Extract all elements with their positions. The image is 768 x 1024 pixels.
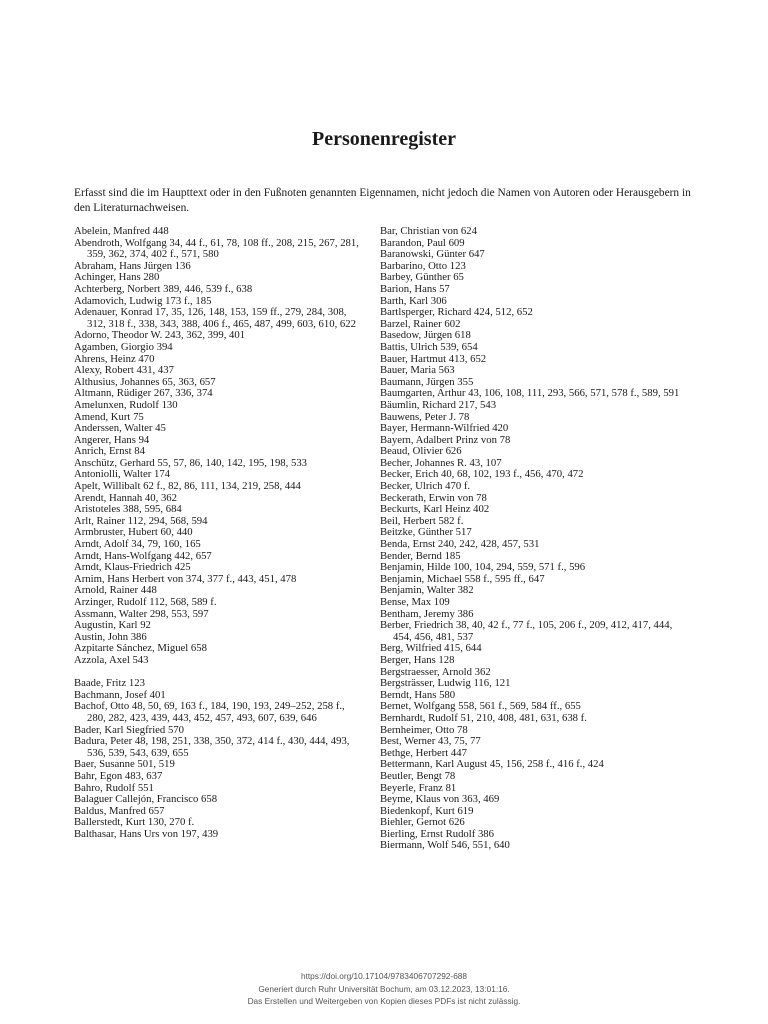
index-entry: Bernet, Wolfgang 558, 561 f., 569, 584 ff., 655: [380, 700, 581, 713]
index-entry: Althusius, Johannes 65, 363, 657: [74, 375, 216, 388]
index-entry: Best, Werner 43, 75, 77: [380, 735, 481, 748]
index-entry: Baer, Susanne 501, 519: [74, 758, 175, 771]
index-entry: Bierling, Ernst Rudolf 386: [380, 827, 494, 840]
index-entry: Beutler, Bengt 78: [380, 769, 456, 782]
index-entry: Achinger, Hans 280: [74, 271, 160, 284]
index-entry: Abendroth, Wolfgang 34, 44 f., 61, 78, 108 ff., 208, 215, 267, 281, 359, 362, 374, 402 f., 571, 580: [74, 236, 359, 261]
index-entry: Alexy, Robert 431, 437: [74, 364, 174, 377]
index-entry: Barion, Hans 57: [380, 282, 450, 295]
pdf-footer: [0, 970, 768, 1008]
index-entry: Bahro, Rudolf 551: [74, 781, 154, 794]
index-entry: Benjamin, Michael 558 f., 595 ff., 647: [380, 572, 545, 585]
index-entry: Bäumlin, Richard 217, 543: [380, 398, 497, 411]
index-entry: Abelein, Manfred 448: [74, 225, 169, 237]
index-entry: Berg, Wilfried 415, 644: [380, 642, 482, 655]
index-entry: Bachof, Otto 48, 50, 69, 163 f., 184, 190, 193, 249–252, 258 f., 280, 282, 423, 439, 443, 452, 457, 493, 607, 639, 646: [74, 700, 345, 724]
index-entry: Ahrens, Heinz 470: [74, 352, 155, 365]
index-entry: Bender, Bernd 185: [380, 549, 461, 562]
index-entry: Arndt, Hans-Wolfgang 442, 657: [74, 549, 212, 562]
index-entry: Becher, Johannes R. 43, 107: [380, 456, 502, 469]
index-entry: Bergstraesser, Arnold 362: [380, 665, 491, 678]
index-entry: Beyerle, Franz 81: [380, 781, 457, 794]
index-entry: Beil, Herbert 582 f.: [380, 514, 464, 527]
index-entry: Becker, Ulrich 470 f.: [380, 480, 471, 493]
index-entry: Amelunxen, Rudolf 130: [74, 398, 178, 411]
index-entry: Arndt, Adolf 34, 79, 160, 165: [74, 538, 201, 551]
index-entry: Beitzke, Günther 517: [380, 526, 472, 539]
index-entry: Bayer, Hermann-Wilfried 420: [380, 422, 509, 435]
index-entry: Antoniolli, Walter 174: [74, 468, 171, 481]
page-title: Personenregister: [311, 128, 457, 150]
index-column-left: [74, 226, 364, 840]
index-entry: Adorno, Theodor W. 243, 362, 399, 401: [74, 329, 246, 342]
index-entry: Biermann, Wolf 546, 551, 640: [380, 839, 510, 852]
index-entry: Badura, Peter 48, 198, 251, 338, 350, 372, 414 f., 430, 444, 493, 536, 539, 543, 639, 655: [74, 735, 350, 759]
index-entry: Bar, Christian von 624: [380, 225, 477, 237]
index-entry: Abraham, Hans Jürgen 136: [74, 259, 191, 272]
index-entry: Barbarino, Otto 123: [380, 259, 466, 272]
index-entry: Baldus, Manfred 657: [74, 804, 165, 817]
generated-note: Generiert durch Ruhr Universität Bochum, am 03.12.2023, 13:01:16.: [258, 983, 510, 994]
index-entry: Biedenkopf, Kurt 619: [380, 804, 474, 817]
index-entry: Ballerstedt, Kurt 130, 270 f.: [74, 816, 195, 829]
index-entry: Bernhardt, Rudolf 51, 210, 408, 481, 631, 638 f.: [380, 711, 587, 724]
index-entry: Augustin, Karl 92: [74, 619, 151, 632]
index-entry: Adenauer, Konrad 17, 35, 126, 148, 153, 159 ff., 279, 284, 308, 312, 318 f., 338, 343, 388, 406 f., 465, 487, 499, 603, 610, 622: [74, 306, 356, 330]
index-entry: Bethge, Herbert 447: [380, 746, 467, 759]
index-entry: Becker, Erich 40, 68, 102, 193 f., 456, 470, 472: [380, 468, 584, 481]
index-entry: Benda, Ernst 240, 242, 428, 457, 531: [380, 538, 540, 551]
index-entry: Achterberg, Norbert 389, 446, 539 f., 638: [74, 282, 253, 295]
index-entry: Barbey, Günther 65: [380, 271, 464, 284]
index-entry: Arnold, Rainer 448: [74, 584, 157, 597]
index-entry: Angerer, Hans 94: [74, 433, 150, 446]
index-entry: Benjamin, Hilde 100, 104, 294, 559, 571 f., 596: [380, 561, 586, 574]
index-entry: Anderssen, Walter 45: [74, 422, 166, 435]
index-entry: Bettermann, Karl August 45, 156, 258 f., 416 f., 424: [380, 758, 604, 771]
index-entry: Basedow, Jürgen 618: [380, 329, 471, 342]
index-entry: Berber, Friedrich 38, 40, 42 f., 77 f., 105, 206 f., 209, 412, 417, 444, 454, 456, 481, 537: [380, 619, 673, 643]
index-entry: Agamben, Giorgio 394: [74, 340, 173, 353]
index-entry: Baumann, Jürgen 355: [380, 375, 474, 388]
index-entry: Beckerath, Erwin von 78: [380, 491, 487, 504]
index-entry: Beaud, Olivier 626: [380, 445, 462, 458]
index-entry: Aristoteles 388, 595, 684: [74, 503, 182, 516]
index-entry: Baranowski, Günter 647: [380, 248, 485, 261]
index-entry: Baade, Fritz 123: [74, 677, 145, 690]
index-entry: Bachmann, Josef 401: [74, 688, 166, 701]
index-entry: Bentham, Jeremy 386: [380, 607, 474, 620]
index-entry: Bauer, Hartmut 413, 652: [380, 352, 487, 365]
index-entry: Assmann, Walter 298, 553, 597: [74, 607, 209, 620]
index-entry: Berndt, Hans 580: [380, 688, 456, 701]
index-entry: Arnim, Hans Herbert von 374, 377 f., 443, 451, 478: [74, 572, 297, 585]
index-entry: Bernheimer, Otto 78: [380, 723, 468, 736]
index-entry: Bauwens, Peter J. 78: [380, 410, 470, 423]
index-entry: Balthasar, Hans Urs von 197, 439: [74, 827, 219, 840]
index-entry: Barandon, Paul 609: [380, 236, 465, 249]
index-entry: Arlt, Rainer 112, 294, 568, 594: [74, 514, 208, 527]
index-entry: Austin, John 386: [74, 630, 147, 643]
index-entry: Adamovich, Ludwig 173 f., 185: [74, 294, 212, 307]
index-entry: Apelt, Willibalt 62 f., 82, 86, 111, 134, 219, 258, 444: [74, 480, 301, 493]
index-entry: Bense, Max 109: [380, 596, 450, 608]
index-entry: Battis, Ulrich 539, 654: [380, 340, 478, 353]
index-entry: Biehler, Gernot 626: [380, 816, 465, 829]
copy-notice: Das Erstellen und Weitergeben von Kopien dieses PDFs ist nicht zulässig.: [247, 996, 521, 1006]
index-entry: Arzinger, Rudolf 112, 568, 589 f.: [74, 596, 217, 608]
index-entry: Barth, Karl 306: [380, 294, 447, 307]
index-entry: Azpitarte Sánchez, Miguel 658: [74, 642, 207, 655]
index-entry: Beckurts, Karl Heinz 402: [380, 503, 490, 516]
index-entry: Bartlsperger, Richard 424, 512, 652: [380, 306, 533, 319]
index-entry: Altmann, Rüdiger 267, 336, 374: [74, 387, 213, 400]
index-entry: Bahr, Egon 483, 637: [74, 769, 163, 782]
index-entry: Bayern, Adalbert Prinz von 78: [380, 433, 511, 446]
index-entry: Beyme, Klaus von 363, 469: [380, 793, 500, 806]
index-entry: Armbruster, Hubert 60, 440: [74, 526, 193, 539]
index-entry: Anrich, Ernst 84: [74, 445, 145, 458]
index-entry: Arendt, Hannah 40, 362: [74, 491, 177, 504]
index-entry: Bauer, Maria 563: [380, 364, 455, 377]
index-entry: Bergsträsser, Ludwig 116, 121: [380, 677, 511, 690]
index-entry: Berger, Hans 128: [380, 653, 455, 666]
index-entry: Amend, Kurt 75: [74, 410, 144, 423]
index-entry: Arndt, Klaus-Friedrich 425: [74, 561, 191, 574]
index-entry: Anschütz, Gerhard 55, 57, 86, 140, 142, 195, 198, 533: [74, 456, 308, 469]
index-entry: Bader, Karl Siegfried 570: [74, 723, 184, 736]
index-entry: Baumgarten, Arthur 43, 106, 108, 111, 293, 566, 571, 578 f., 589, 591: [380, 387, 680, 400]
index-entry: Balaguer Callejón, Francisco 658: [74, 793, 218, 806]
doi-link[interactable]: https://doi.org/10.17104/9783406707292-688: [300, 971, 468, 981]
index-entry: Azzola, Axel 543: [74, 653, 149, 666]
intro-paragraph: Erfasst sind die im Haupttext oder in den Fußnoten genannten Eigennamen, nicht jedoch die Namen von Autoren oder Herausgebern in den Literaturnachweisen.: [74, 187, 691, 215]
index-entry: Barzel, Rainer 602: [380, 317, 461, 330]
index-column-right: [380, 226, 680, 852]
index-entry: Benjamin, Walter 382: [380, 584, 474, 597]
